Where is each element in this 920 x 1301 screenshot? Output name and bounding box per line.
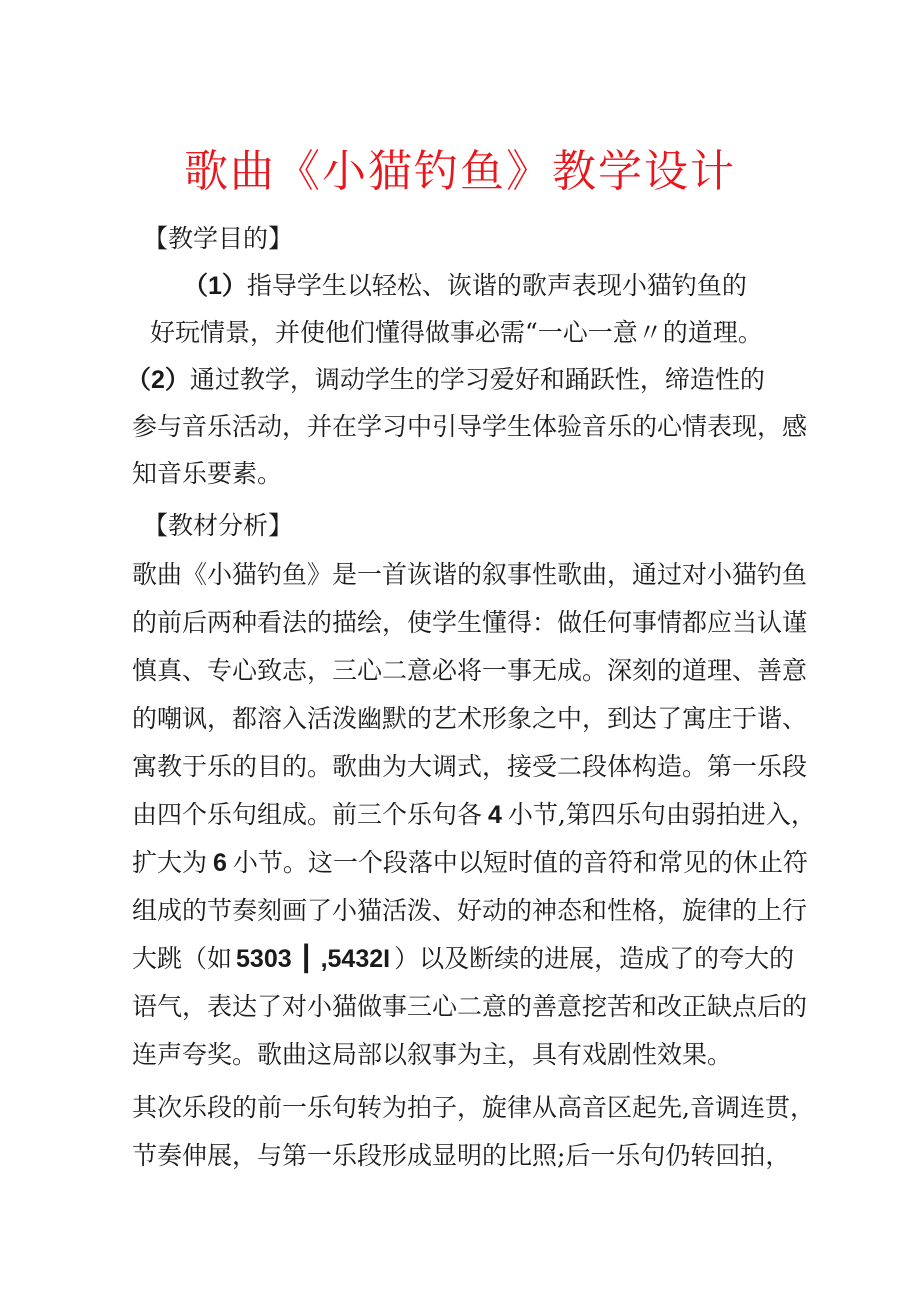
analysis-line: 的前后两种看法的描绘，使学生懂得：做任何事情都应当认谨 <box>132 608 808 637</box>
analysis-line: 的嘲讽，都溶入活泼幽默的艺术形象之中，到达了寓庄于谐、 <box>132 704 808 733</box>
goal-item-2-line-3: 知音乐要素。 <box>132 459 283 488</box>
goal-item-2-number: （2） <box>126 366 190 394</box>
goal-item-1-line-1 <box>183 268 747 304</box>
bar-count-number: 4 <box>488 801 502 829</box>
analysis-line: 节奏伸展，与第一乐段形成显明的比照;后一乐句仍转回拍， <box>132 1141 791 1170</box>
goal-item-2-text: 通过教学，调动学生的学习爱好和踊跃性，缔造性的 <box>189 365 765 394</box>
analysis-line-7 <box>132 845 808 881</box>
analysis-line: 慎真、专心致志，三心二意必将一事无成。深刻的道理、善意 <box>132 656 808 685</box>
section-heading-analysis: 【教材分析】 <box>143 511 294 540</box>
goal-item-1-text: 指导学生以轻松、诙谐的歌声表现小猫钓鱼的 <box>246 271 747 300</box>
analysis-line: 其次乐段的前一乐句转为拍子，旋律从高音区起先,音调连贯， <box>132 1093 815 1122</box>
section-heading-goals: 【教学目的】 <box>143 224 294 253</box>
analysis-line-6 <box>132 797 816 833</box>
analysis-line-11: 连声夸奖。歌曲这局部以叙事为主，具有戏剧性效果。 <box>132 1040 733 1069</box>
analysis-line-9 <box>132 941 794 977</box>
goal-item-2-line-2: 参与音乐活动，并在学习中引导学生体验音乐的心情表现，感 <box>132 412 808 441</box>
analysis-text: 小节。这一个段落中以短时值的音符和常见的休止符 <box>232 848 808 877</box>
document-title: 歌曲《小猫钓鱼》教学设计 <box>184 146 736 197</box>
analysis-text: 大跳（如 <box>132 944 233 973</box>
analysis-line: 寓教于乐的目的。歌曲为大调式，接受二段体构造。第一乐段 <box>132 752 808 781</box>
analysis-line-10: 语气，表达了对小猫做事三心二意的善意挖苦和改正缺点后的 <box>132 992 808 1021</box>
analysis-text: ）以及断续的进展，造成了的夸大的 <box>394 944 795 973</box>
goal-item-1-number: （1） <box>183 272 247 300</box>
analysis-line-8: 组成的节奏刻画了小猫活泼、好动的神态和性格，旋律的上行 <box>132 896 808 925</box>
analysis-text: 小节,第四乐句由弱拍进入， <box>507 800 816 829</box>
goal-item-2-line-1 <box>126 362 765 398</box>
goal-item-1-line-2: 好玩情景，并使他们懂得做事必需“一心一意〃的道理。 <box>150 318 763 347</box>
melody-notation: 5303 ┃ ,5432I <box>236 945 391 973</box>
analysis-line: 歌曲《小猫钓鱼》是一首诙谐的叙事性歌曲，通过对小猫钓鱼 <box>132 560 808 589</box>
analysis-text: 扩大为 <box>132 848 208 877</box>
bar-count-number: 6 <box>213 849 227 877</box>
analysis-text: 由四个乐句组成。前三个乐句各 <box>132 800 483 829</box>
